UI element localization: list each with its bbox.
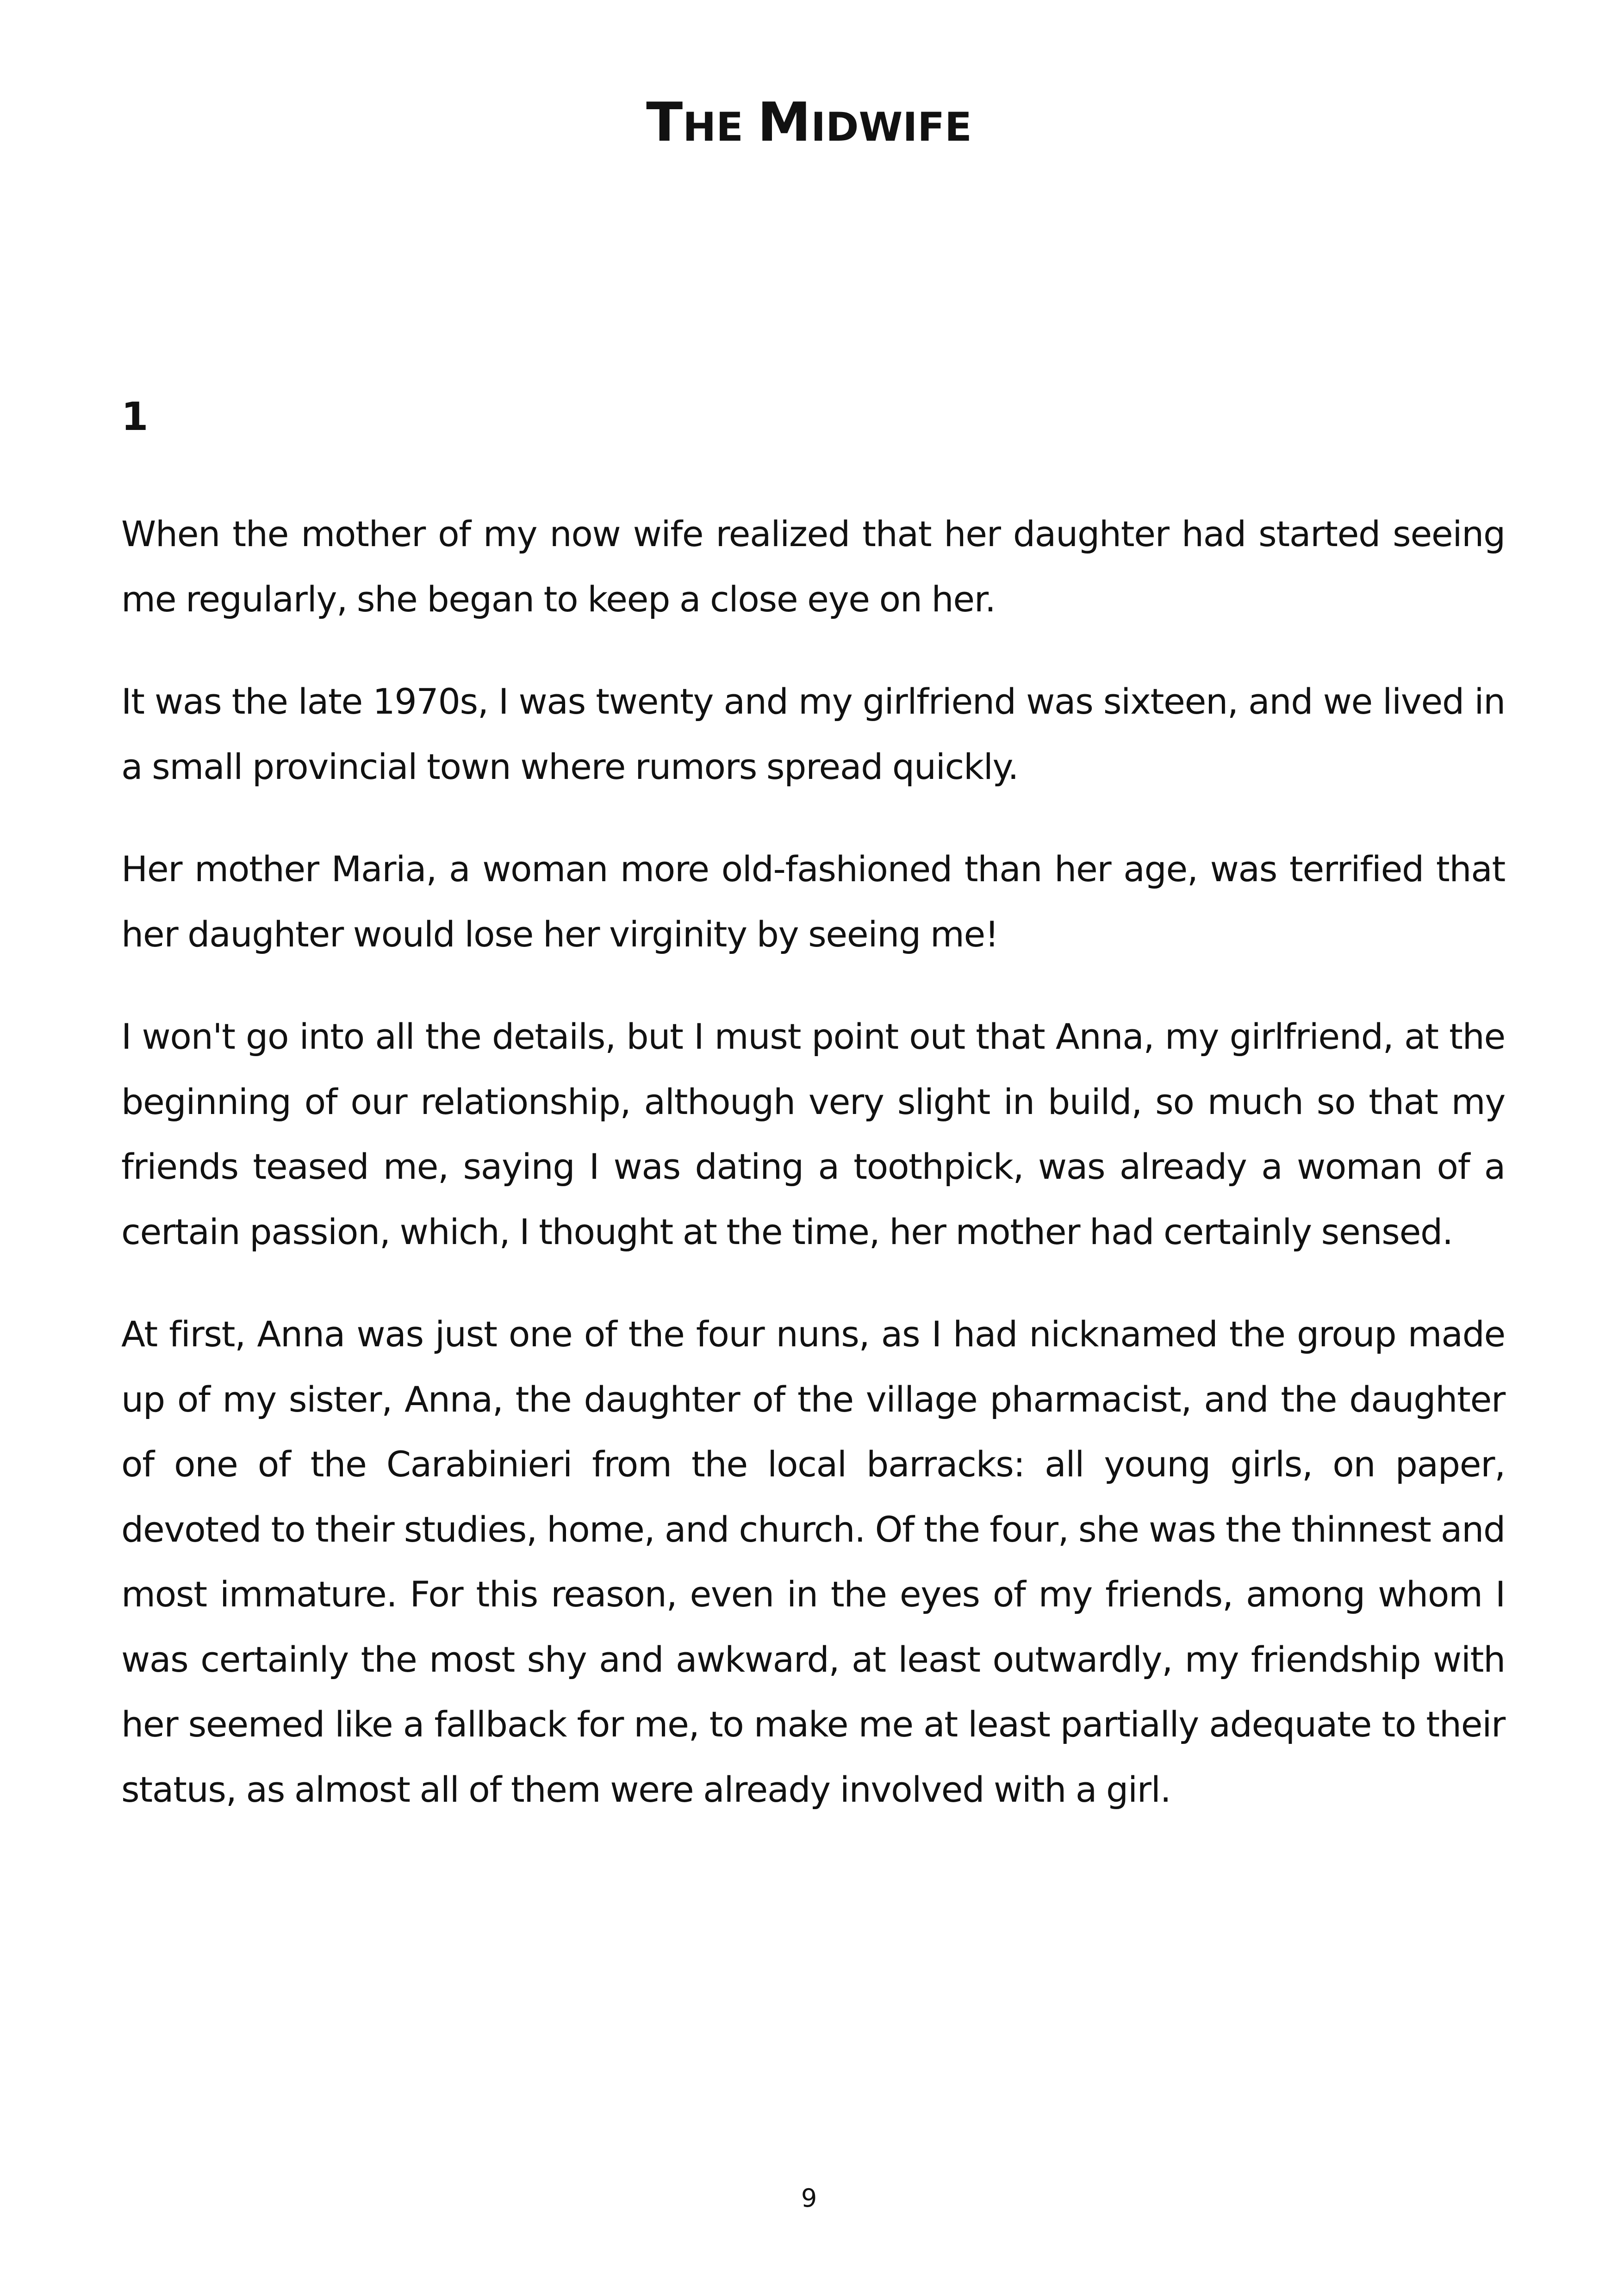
paragraph: It was the late 1970s, I was twenty and my girlfriend was sixteen, and we lived in a small provincial town where rumors spread quickly.	[121, 681, 1505, 787]
paragraph: Her mother Maria, a woman more old-fashioned than her age, was terrified that her daughter would lose her virginity by seeing me!	[121, 848, 1505, 955]
title-small-caps-idwife: IDWIFE	[811, 104, 972, 150]
chapter-number: 1	[121, 394, 149, 439]
page-number: 9	[801, 2184, 817, 2213]
paragraph: I won't go into all the details, but I must point out that Anna, my girlfriend, at the beginning of our relationship, although very slight in build, so much so that my friends teased me, saying I was dating a toothpick, was already a woman of a certain passion, which, I thought at the time, her mother had certainly sensed.	[121, 1016, 1505, 1252]
body-text	[121, 502, 1505, 1860]
paragraph: When the mother of my now wife realized that her daughter had started seeing me regularly, she began to keep a close eye on her.	[121, 513, 1505, 620]
chapter-title	[0, 91, 1618, 155]
title-small-caps-he: HE	[683, 104, 744, 150]
title-initial-m: M	[757, 91, 811, 154]
title-initial-t: T	[646, 91, 683, 154]
paragraph: At first, Anna was just one of the four nuns, as I had nicknamed the group made up of my sister, Anna, the daughter of the village pharmacist, and the daughter of one of the Carabinieri from the local barracks: all young girls, on paper, devoted to their studies, home, and church. Of the four, she was the thinnest and most immature. For this reason, even in the eyes of my friends, among whom I was certainly the most shy and awkward, at least outwardly, my friendship with her seemed like a fallback for me, to make me at least partially adequate to their status, as almost all of them were already involved with a girl.	[121, 1313, 1505, 1810]
